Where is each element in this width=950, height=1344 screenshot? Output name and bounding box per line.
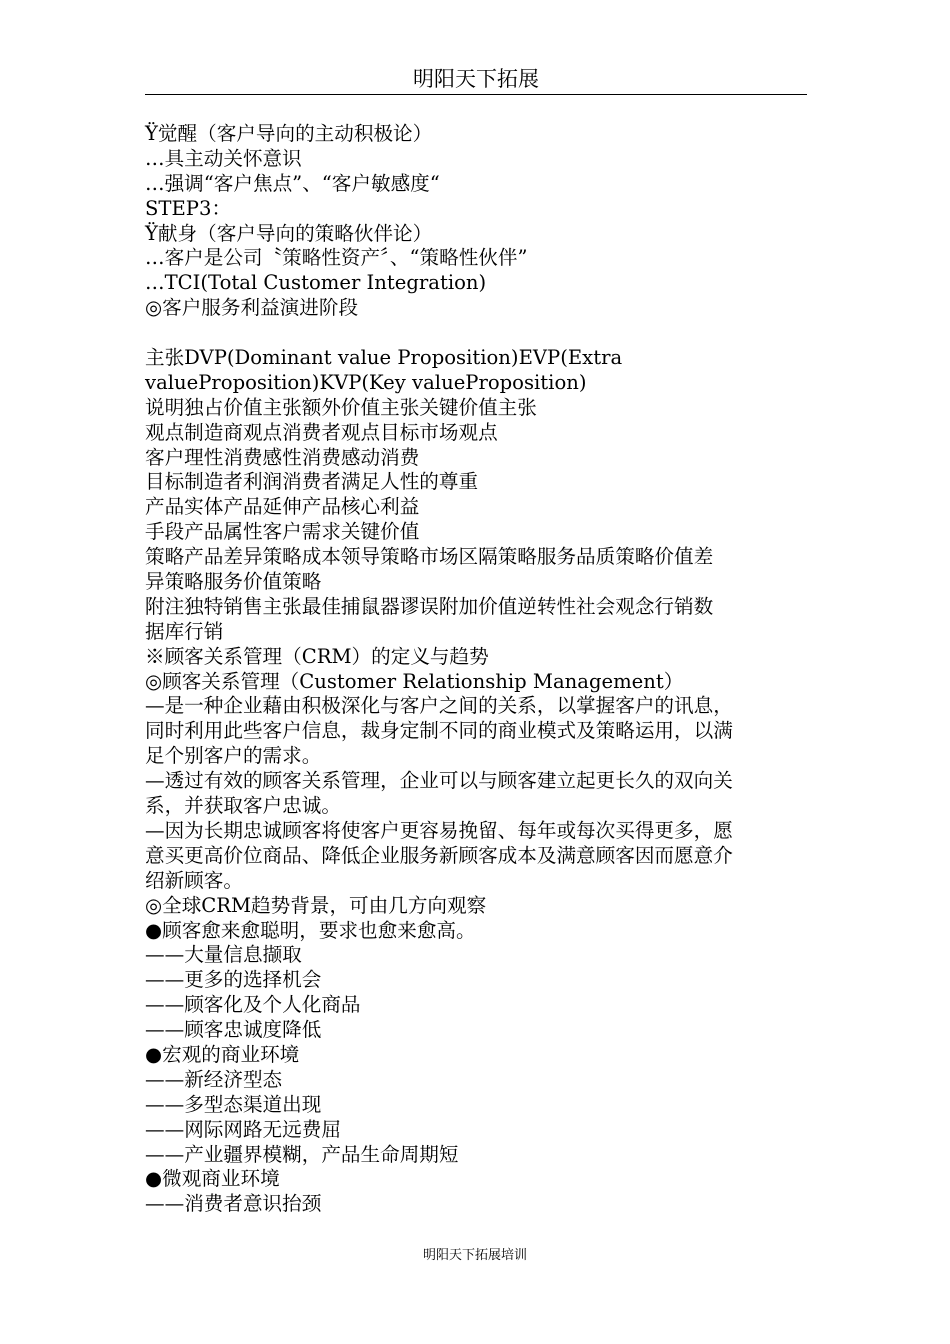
header-title: 明阳天下拓展 (413, 67, 539, 91)
text-line: Ÿ献身（客户导向的策略伙伴论） (145, 221, 433, 245)
bullet-line: ●微观商业环境 (145, 1167, 280, 1191)
text-line: —是一种企业藉由积极深化与客户之间的关系，以掌握客户的讯息， (145, 694, 733, 718)
text-line: 客户理性消费感性消费感动消费 (145, 445, 420, 469)
section-heading: ※顾客关系管理（CRM）的定义与趋势 (145, 644, 489, 668)
text-line: 足个别客户的需求。 (145, 744, 322, 768)
text-line: ——网际网路无远费屈 (145, 1117, 341, 1141)
blank-line (145, 321, 807, 346)
text-line: ——大量信息撷取 (145, 943, 302, 967)
text-line: ◎全球CRM趋势背景，可由几方向观察 (145, 893, 487, 917)
text-line: 据库行销 (145, 619, 224, 643)
text-line: ——更多的选择机会 (145, 968, 322, 992)
text-line: STEP3： (145, 196, 232, 220)
text-line: ——多型态渠道出现 (145, 1092, 322, 1116)
page-footer (0, 1247, 950, 1265)
text-line: 观点制造商观点消费者观点目标市场观点 (145, 420, 498, 444)
footer-text: 明阳天下拓展培训 (422, 1248, 527, 1263)
text-line: 绍新顾客。 (145, 868, 243, 892)
text-line: ——新经济型态 (145, 1067, 283, 1091)
text-line: 产品实体产品延伸产品核心利益 (145, 495, 420, 519)
text-line: ◎客户服务利益演进阶段 (145, 296, 359, 320)
text-line: ——顾客忠诚度降低 (145, 1018, 322, 1042)
text-line: Ÿ觉醒（客户导向的主动积极论） (145, 122, 433, 145)
text-line: 异策略服务价值策略 (145, 570, 322, 594)
text-line: …具主动关怀意识 (145, 146, 302, 170)
bullet-line: ●顾客愈来愈聪明，要求也愈来愈高。 (145, 918, 476, 942)
text-line: 说明独占价值主张额外价值主张关键价值主张 (145, 395, 537, 419)
text-line: …强调“客户焦点”、“客户敏感度“ (145, 171, 440, 195)
document-body (145, 122, 807, 1217)
text-line: valueProposition)KVP(Key valueProposition) (145, 370, 587, 394)
text-line: 系，并获取客户忠诚。 (145, 794, 341, 818)
text-line: 同时利用此些客户信息，裁身定制不同的商业模式及策略运用，以满 (145, 719, 733, 743)
text-line: ——产业疆界模糊，产品生命周期短 (145, 1142, 459, 1166)
text-line: 策略产品差异策略成本领导策略市场区隔策略服务品质策略价值差 (145, 545, 714, 569)
text-line: ——消费者意识抬颈 (145, 1192, 322, 1216)
text-line: 主张DVP(Dominant value Proposition)EVP(Extra (145, 346, 623, 370)
bullet-line: ●宏观的商业环境 (145, 1042, 300, 1066)
text-line: —因为长期忠诚顾客将使客户更容易挽留、每年或每次买得更多，愿 (145, 818, 733, 842)
text-line: …客户是公司〝策略性资产〞、“策略性伙伴” (145, 246, 528, 270)
text-line: —透过有效的顾客关系管理，企业可以与顾客建立起更长久的双向关 (145, 769, 733, 793)
text-line: ——顾客化及个人化商品 (145, 993, 361, 1017)
text-line: …TCI(Total Customer Integration) (145, 271, 487, 295)
text-line: 手段产品属性客户需求关键价值 (145, 520, 420, 544)
text-line: 目标制造者利润消费者满足人性的尊重 (145, 470, 479, 494)
text-line: ◎顾客关系管理（Customer Relationship Management） (145, 669, 684, 693)
text-line: 附注独特销售主张最佳捕鼠器谬误附加价值逆转性社会观念行销数 (145, 594, 714, 618)
text-line: 意买更高价位商品、降低企业服务新顾客成本及满意顾客因而愿意介 (145, 843, 733, 867)
page-header (145, 64, 807, 95)
